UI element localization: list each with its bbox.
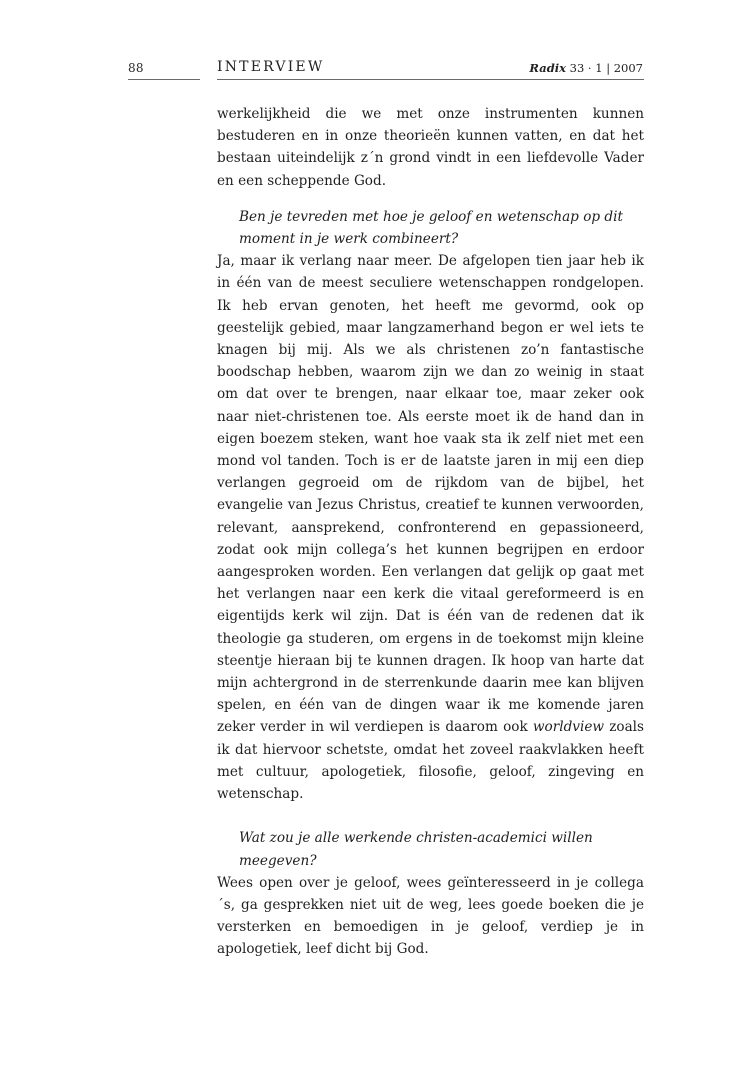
answer-1-part-a: Ja, maar ik verlang naar meer. De afgelopen tien jaar heb ik in één van de meest seculiere wetenschappen rondgelopen. Ik heb ervan genoten, het heeft me gevormd, ook op geestelijk gebied, maar langzamerhand begon er wel iets te knagen bij mij. Als we als christenen zo’n fantastische boodschap hebben, waarom zijn we dan zo weinig in staat om dat over te brengen, naar elkaar toe, maar zeker ook naar niet-christenen toe. Als eerste moet ik de hand dan in eigen boezem steken, want hoe vaak sta ik zelf niet met een mond vol tanden. Toch is er de laatste jaren in mij een diep verlangen gegroeid om de rijkdom van de bijbel, het evangelie van Jezus Christus, creatief te kunnen verwoorden, relevant, aansprekend, confronterend en gepassioneerd, zodat ook mijn collega’s het kunnen begrijpen en erdoor aangesproken worden. Een verlangen dat gelijk op gaat met het verlangen naar een kerk die vitaal gereformeerd is en eigentijds kerk wil zijn. Dat is één van de redenen dat ik theologie ga studeren, om ergens in de toekomst mijn kleine steentje hieraan bij te kunnen dragen. Ik hoop van harte dat mijn achtergrond in de sterrenkunde daarin mee kan blijven spelen, en één van de dingen waar ik me komende jaren zeker verder in wil verdiepen is daarom ook — [217, 253, 644, 736]
page-number: 88 — [128, 61, 144, 75]
answer-1-part-b: zoals ik dat hiervoor schetste, omdat het zoveel raakvlakken heeft met cultuur, apologetiek, filosofie, geloof, zingeving en wetenschap. — [217, 719, 644, 803]
journal-issue: 33 · 1 | 2007 — [569, 61, 643, 75]
header-rule — [217, 79, 644, 80]
left-header-rule — [128, 79, 200, 80]
intro-paragraph: werkelijkheid die we met onze instrumenten kunnen bestuderen en in onze theorieën kunnen vatten, en dat het bestaan uiteindelijk z´n grond vindt in een liefdevolle Vader en een scheppende God. — [217, 106, 644, 189]
answer-1 — [217, 250, 644, 805]
journal-name: Radix — [529, 61, 566, 75]
answer-1-emphasis: worldview — [532, 719, 604, 736]
section-label: INTERVIEW — [217, 59, 325, 75]
journal-reference — [529, 61, 643, 75]
question-1: Ben je tevreden met hoe je geloof en wetenschap op dit moment in je werk combineert? — [239, 208, 623, 248]
question-2: Wat zou je alle werkende christen-academici willen meegeven? — [239, 830, 593, 869]
article-body — [217, 103, 644, 961]
answer-2: Wees open over je geloof, wees geïnteresseerd in je collega´s, ga gesprekken niet uit de weg, lees goede boeken die je versterken en bemoedigen in je geloof, verdiep je in apologetiek, leef dicht bij God. — [217, 874, 644, 958]
